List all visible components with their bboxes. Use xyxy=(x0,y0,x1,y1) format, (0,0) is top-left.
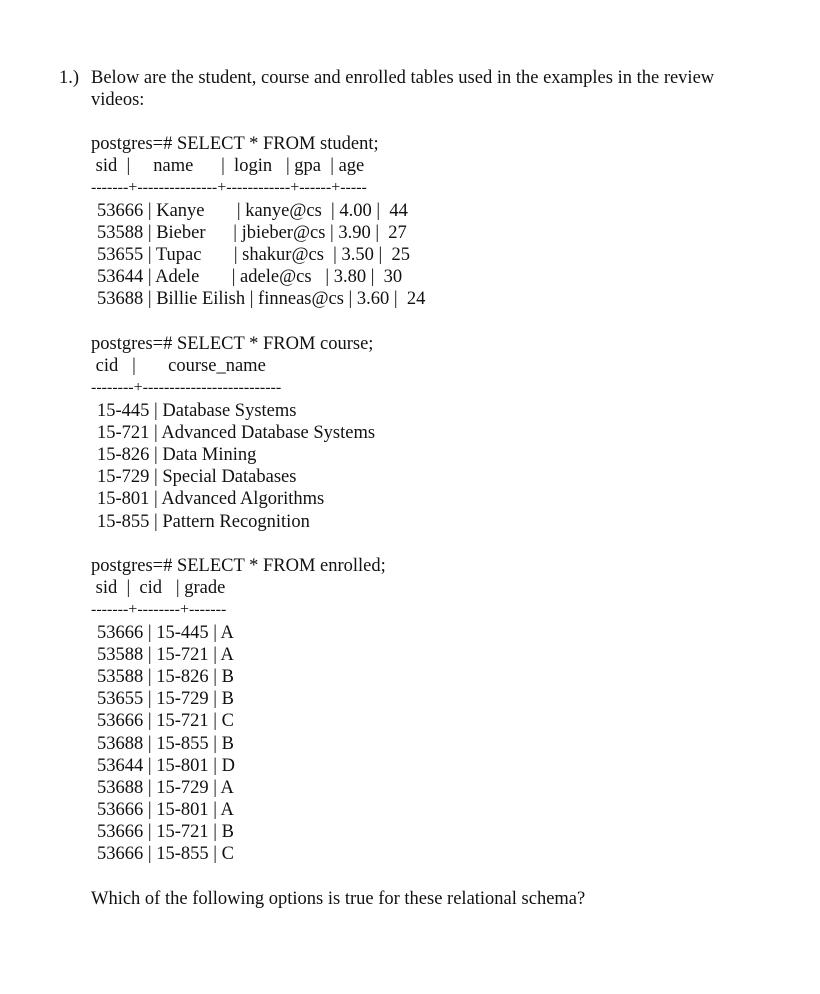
enrolled-row: 53644 | 15-801 | D xyxy=(97,755,235,776)
enrolled-table-block xyxy=(91,555,386,866)
enrolled-row: 53688 | 15-855 | B xyxy=(97,733,234,754)
enrolled-separator: -------+--------+------- xyxy=(91,601,227,619)
student-row: 53666 | Kanye | kanye@cs | 4.00 | 44 xyxy=(97,200,408,221)
question-intro-line-2: videos: xyxy=(91,90,145,110)
student-query: postgres=# SELECT * FROM student; xyxy=(91,134,379,154)
course-query: postgres=# SELECT * FROM course; xyxy=(91,334,374,354)
student-header: sid | name | login | gpa | age xyxy=(91,156,365,177)
enrolled-row: 53688 | 15-729 | A xyxy=(97,777,234,798)
enrolled-header: sid | cid | grade xyxy=(91,578,226,599)
enrolled-row: 53588 | 15-826 | B xyxy=(97,666,234,687)
question-number: 1.) xyxy=(59,68,80,88)
enrolled-query: postgres=# SELECT * FROM enrolled; xyxy=(91,556,386,576)
course-row: 15-729 | Special Databases xyxy=(97,467,297,488)
question-intro-line-1: Below are the student, course and enrolled tables used in the examples in the review xyxy=(91,68,715,88)
student-row: 53655 | Tupac | shakur@cs | 3.50 | 25 xyxy=(97,244,410,265)
course-header: cid | course_name xyxy=(91,356,266,377)
student-row: 53644 | Adele | adele@cs | 3.80 | 30 xyxy=(97,267,403,288)
enrolled-row: 53666 | 15-855 | C xyxy=(97,844,234,865)
question-prompt: Which of the following options is true for these relational schema? xyxy=(91,889,586,909)
student-row: 53688 | Billie Eilish | finneas@cs | 3.60 | 24 xyxy=(97,289,426,310)
course-row: 15-855 | Pattern Recognition xyxy=(97,511,310,532)
enrolled-row: 53666 | 15-721 | B xyxy=(97,822,234,843)
enrolled-row: 53655 | 15-729 | B xyxy=(97,689,234,710)
course-row: 15-445 | Database Systems xyxy=(97,400,297,421)
course-row: 15-826 | Data Mining xyxy=(97,444,257,465)
student-table-block xyxy=(91,133,425,311)
student-separator: -------+---------------+------------+------+----- xyxy=(91,179,367,197)
course-table-block xyxy=(91,333,375,533)
course-separator: --------+-------------------------- xyxy=(91,379,282,397)
enrolled-row: 53666 | 15-801 | A xyxy=(97,800,234,821)
enrolled-row: 53666 | 15-445 | A xyxy=(97,622,234,643)
course-row: 15-721 | Advanced Database Systems xyxy=(97,422,376,443)
enrolled-row: 53666 | 15-721 | C xyxy=(97,711,234,732)
course-row: 15-801 | Advanced Algorithms xyxy=(97,489,325,510)
student-row: 53588 | Bieber | jbieber@cs | 3.90 | 27 xyxy=(97,222,407,243)
enrolled-row: 53588 | 15-721 | A xyxy=(97,644,234,665)
